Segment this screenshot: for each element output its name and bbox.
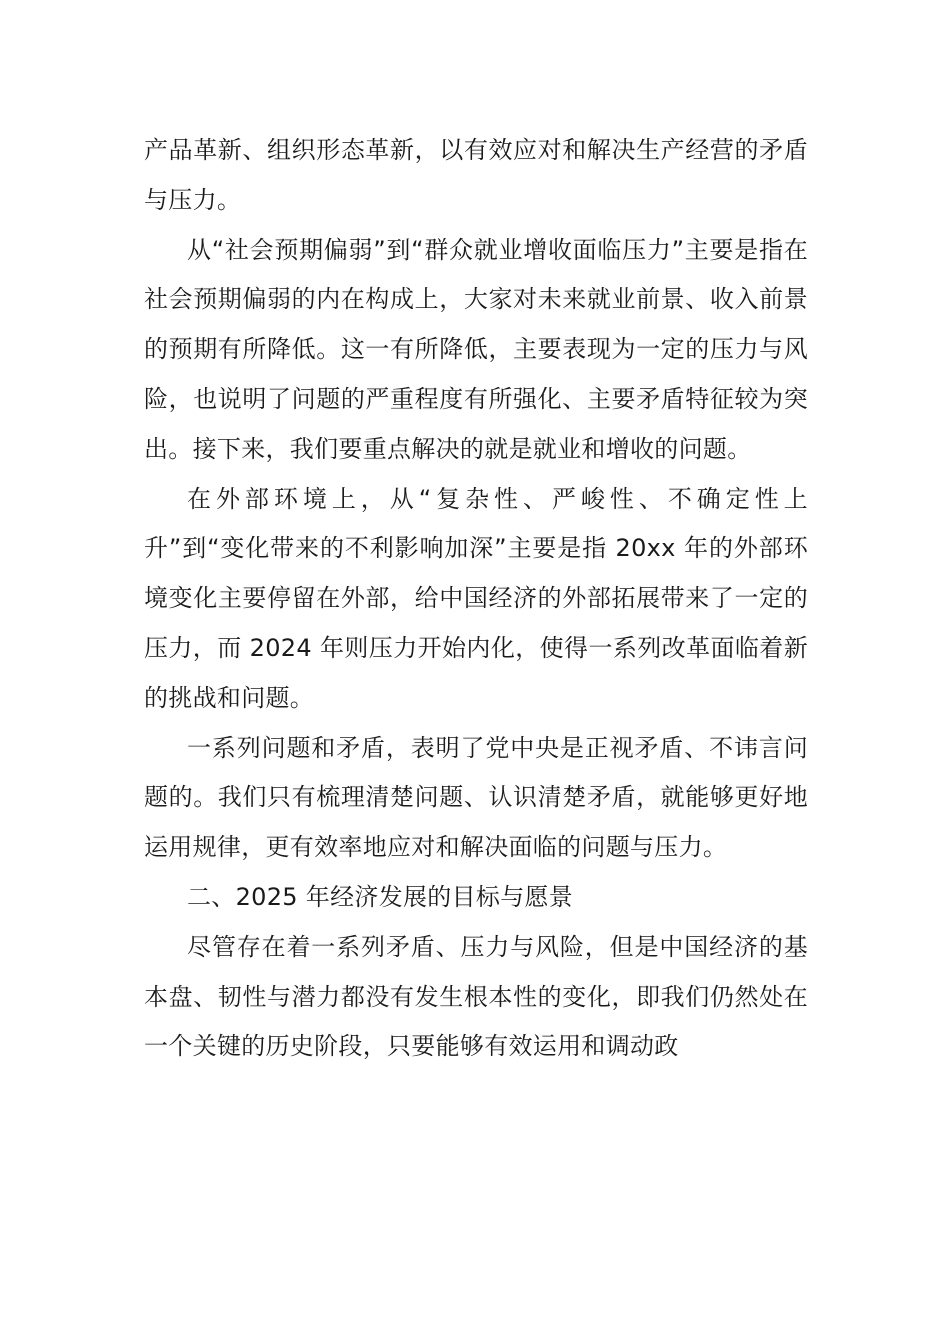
- paragraph-4: 一系列问题和矛盾，表明了党中央是正视矛盾、不讳言问题的。我们只有梳理清楚问题、认识清楚矛盾，就能够更好地运用规律，更有效率地应对和解决面临的问题与压力。: [144, 733, 808, 862]
- section-heading-2: 二、2025 年经济发展的目标与愿景: [187, 882, 574, 911]
- document-body: [144, 126, 808, 1072]
- paragraph-3: 在外部环境上，从“复杂性、严峻性、不确定性上升”到“变化带来的不利影响加深”主要是指 20xx 年的外部环境变化主要停留在外部，给中国经济的外部拓展带来了一定的压力，而 2024 年则压力开始内化，使得一系列改革面临着新的挑战和问题。: [144, 484, 808, 712]
- paragraph-2: 从“社会预期偏弱”到“群众就业增收面临压力”主要是指在社会预期偏弱的内在构成上，大家对未来就业前景、收入前景的预期有所降低。这一有所降低，主要表现为一定的压力与风险，也说明了问题的严重程度有所强化、主要矛盾特征较为突出。接下来，我们要重点解决的就是就业和增收的问题。: [144, 235, 808, 463]
- paragraph-1: 产品革新、组织形态革新，以有效应对和解决生产经营的矛盾与压力。: [144, 136, 808, 214]
- paragraph-5: 尽管存在着一系列矛盾、压力与风险，但是中国经济的基本盘、韧性与潜力都没有发生根本性的变化，即我们仍然处在一个关键的历史阶段，只要能够有效运用和调动政: [144, 932, 808, 1061]
